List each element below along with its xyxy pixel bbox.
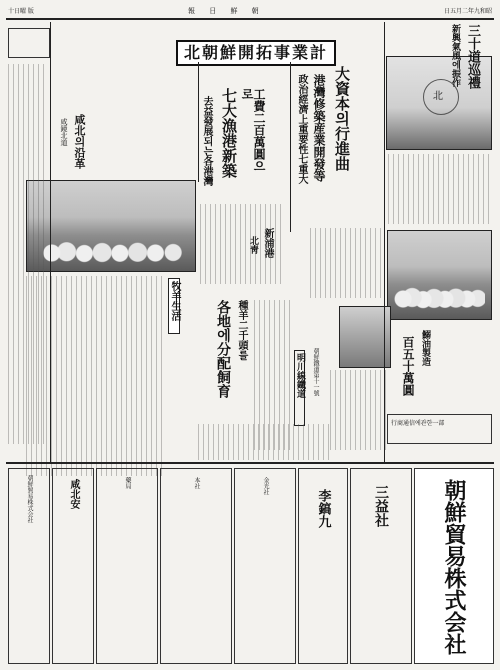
ad-7: 本社	[193, 477, 200, 489]
headline-column-five: 工費二百萬圓으로	[240, 88, 266, 172]
ad-col-1	[8, 468, 50, 664]
headline-column-three: 政治經濟上重要性七重大	[296, 74, 307, 184]
ad-2: 咸北安	[68, 479, 79, 509]
ad-col-6	[298, 468, 348, 664]
masthead-left: 十日曜 版	[8, 8, 34, 15]
herd-photo	[387, 230, 492, 320]
headline-banner	[176, 40, 336, 66]
masthead-right: 日五月二年九和昭	[443, 8, 492, 15]
right-box-title: 三十道巡禮	[465, 24, 480, 89]
ad-5: 金光社	[262, 477, 269, 495]
masthead-center: 報 日 鮮 朝	[188, 7, 265, 15]
ad-col-5	[234, 468, 296, 664]
ad-col-3	[96, 468, 158, 664]
oil-heading: 鰯油製造	[420, 330, 430, 366]
map-label: 北	[433, 91, 443, 102]
headline-column-two: 港灣修築産業開發等	[312, 74, 326, 182]
caption-box	[387, 414, 492, 444]
caption-text: 行商通信에관한一部	[391, 420, 445, 427]
railway-small: 朝鮮鐵道第十一號	[312, 348, 319, 396]
headline-column-one: 大資本의行進曲	[333, 66, 351, 171]
top-left-heading: 咸北의沿革	[73, 114, 86, 169]
ad-col-2	[52, 468, 94, 664]
masthead	[8, 6, 492, 16]
breed-sub: 種羊二千頭를	[236, 300, 247, 360]
dairy-heading: 牧羊生活	[168, 278, 180, 334]
headline-main: 北朝鮮開拓事業計	[183, 43, 328, 62]
railway-heading: 明川線鐵道	[294, 350, 305, 426]
ad-8: 朝鮮貿易株式会社	[441, 479, 467, 655]
ad-6: 藥局	[124, 477, 131, 489]
port-a-heading: 新浦港	[262, 228, 273, 258]
port-b-heading: 北靑	[248, 236, 258, 254]
right-box-sub: 新興氣風에振作	[450, 24, 460, 87]
ad-col-7	[350, 468, 412, 664]
sheep-photo	[26, 180, 196, 272]
top-left-box	[8, 28, 50, 58]
ad-col-4	[160, 468, 232, 664]
headline-column-seven: 去益發展되는各港灣	[201, 96, 212, 186]
ad-col-8	[414, 468, 494, 664]
headline-column-six: 七大漁港新築	[220, 88, 238, 178]
top-left-sub: 咸鏡北道	[60, 118, 68, 146]
ad-3: 三益社	[373, 485, 389, 527]
ad-4: 李鎬九	[315, 489, 331, 528]
oil-amount: 百五十萬圓	[401, 336, 415, 396]
breed-title: 各地에分配飼育	[215, 300, 231, 398]
ad-1: 朝鮮貿易株式会社	[26, 475, 33, 523]
